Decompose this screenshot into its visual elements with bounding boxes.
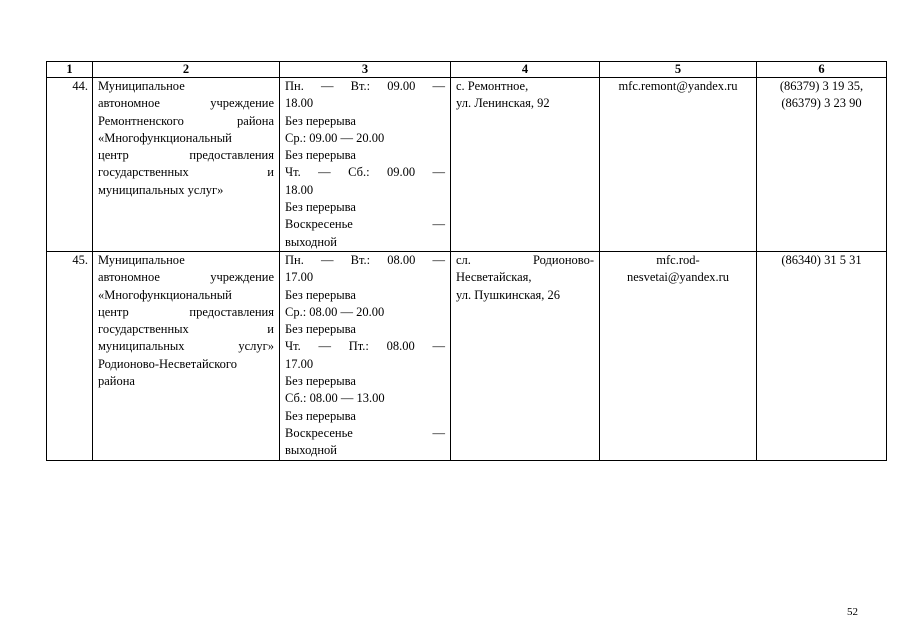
working-hours-line: 17.00: [285, 356, 314, 371]
phone-number: [757, 251, 887, 460]
column-number-row: [47, 62, 887, 78]
address: [451, 78, 600, 252]
organization-name-line: муниципальных услуг»: [98, 339, 274, 354]
row-number: 44.: [47, 78, 93, 252]
organization-name-line: района: [98, 374, 135, 389]
address-line: Несветайская,: [456, 270, 532, 285]
working-hours-line: Без перерыва: [285, 374, 356, 389]
working-hours-line: Без перерыва: [285, 322, 356, 337]
working-hours-line: Чт. — Сб.: 09.00 —: [285, 165, 445, 180]
table-row: [47, 251, 887, 460]
organization-name-line: Муниципальное: [98, 252, 185, 267]
organization-name-line: автономное учреждение: [98, 96, 274, 111]
address: [451, 251, 600, 460]
organization-name-line: автономное учреждение: [98, 270, 274, 285]
column-header-1: 1: [47, 62, 93, 78]
column-header-3: 3: [280, 62, 451, 78]
column-header-5: 5: [600, 62, 757, 78]
working-hours-line: Без перерыва: [285, 287, 356, 302]
organization-name-line: центр предоставления: [98, 304, 274, 319]
column-header-2: 2: [93, 62, 280, 78]
phone-line: (86379) 3 19 35,: [779, 79, 864, 93]
working-hours-line: Ср.: 09.00 — 20.00: [285, 130, 385, 145]
working-hours-line: Воскресенье —: [285, 217, 445, 232]
organization-name-line: Родионово-Несветайского: [98, 356, 237, 371]
organization-name-line: государственных и: [98, 322, 274, 337]
email-line: mfc.remont@yandex.ru: [618, 79, 738, 93]
column-header-4: 4: [451, 62, 600, 78]
working-hours-line: 17.00: [285, 270, 314, 285]
working-hours: [280, 78, 451, 252]
working-hours-line: Без перерыва: [285, 113, 356, 128]
working-hours-line: Без перерыва: [285, 148, 356, 163]
row-number: 45.: [47, 251, 93, 460]
email-address: [600, 251, 757, 460]
address-line: с. Ремонтное,: [456, 79, 529, 93]
organization-name-line: Муниципальное: [98, 79, 185, 93]
working-hours: [280, 251, 451, 460]
mfc-registry-table: [46, 61, 887, 461]
column-header-6: 6: [757, 62, 887, 78]
working-hours-line: Без перерыва: [285, 200, 356, 215]
working-hours-line: выходной: [285, 443, 337, 458]
phone-number: [757, 78, 887, 252]
working-hours-line: 18.00: [285, 182, 314, 197]
working-hours-line: Воскресенье —: [285, 425, 445, 440]
email-line: nesvetai@yandex.ru: [626, 270, 730, 285]
address-line: сл. Родионово-: [456, 252, 594, 267]
organization-name-line: «Многофункциональный: [98, 287, 232, 302]
working-hours-line: выходной: [285, 234, 337, 249]
organization-name-line: муниципальных услуг»: [98, 182, 224, 197]
organization-name-line: центр предоставления: [98, 148, 274, 163]
organization-name-line: государственных и: [98, 165, 274, 180]
address-line: ул. Ленинская, 92: [456, 96, 550, 111]
table-row: [47, 78, 887, 252]
organization-name: [93, 78, 280, 252]
page-number: 52: [847, 606, 858, 618]
phone-line: (86379) 3 23 90: [781, 96, 862, 111]
organization-name: [93, 251, 280, 460]
working-hours-line: Ср.: 08.00 — 20.00: [285, 304, 385, 319]
email-address: [600, 78, 757, 252]
working-hours-line: Пн. — Вт.: 08.00 —: [285, 252, 445, 267]
working-hours-line: Без перерыва: [285, 408, 356, 423]
organization-name-line: «Многофункциональный: [98, 130, 232, 145]
phone-line: (86340) 31 5 31: [781, 252, 862, 267]
working-hours-line: 18.00: [285, 96, 314, 111]
address-line: ул. Пушкинская, 26: [456, 287, 561, 302]
organization-name-line: Ремонтненского района: [98, 113, 274, 128]
working-hours-line: Чт. — Пт.: 08.00 —: [285, 339, 445, 354]
working-hours-line: Сб.: 08.00 — 13.00: [285, 391, 385, 406]
working-hours-line: Пн. — Вт.: 09.00 —: [285, 79, 445, 93]
email-line: mfc.rod-: [656, 252, 700, 267]
